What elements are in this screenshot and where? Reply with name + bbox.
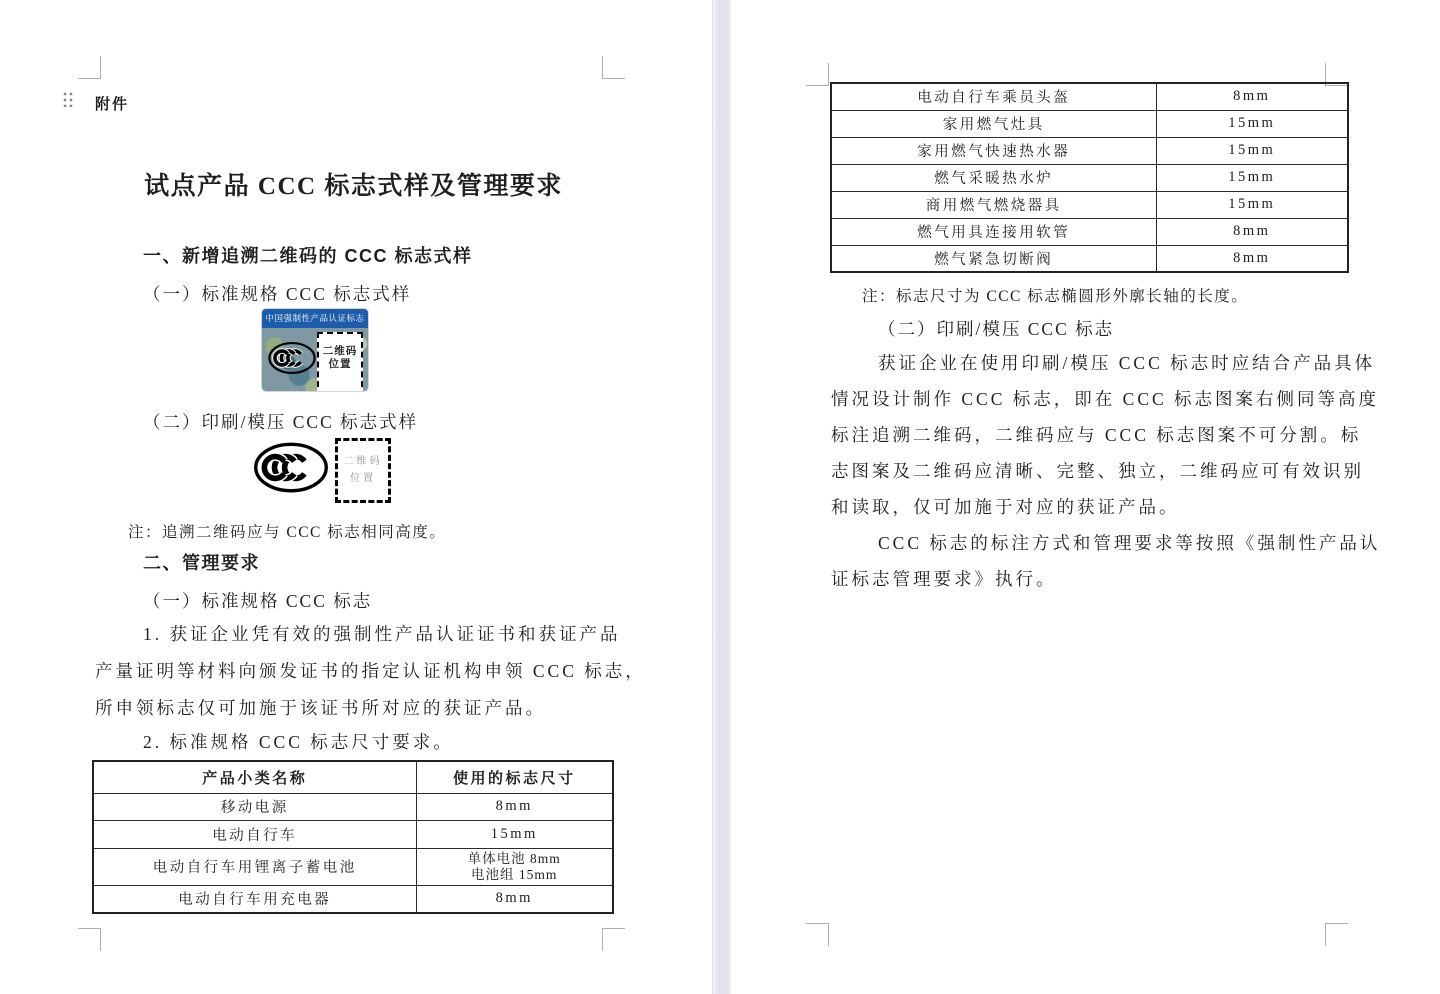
document-page-1 (0, 0, 712, 994)
ccc-logo-icon (252, 441, 330, 494)
size-cell: 15mm (1156, 137, 1348, 164)
document-page-2 (731, 0, 1440, 994)
product-name-cell: 燃气用具连接用软管 (831, 218, 1156, 245)
paragraph-line: 获证企业在使用印刷/模压 CCC 标志时应结合产品具体 (878, 353, 1376, 373)
qr-box-label: 位置 (328, 359, 352, 370)
paragraph-line: 所申领标志仅可加施于该证书所对应的获证产品。 (95, 698, 546, 718)
table-note: 注：标志尺寸为 CCC 标志椭圆形外廓长轴的长度。 (862, 288, 1249, 305)
table-row (93, 885, 613, 913)
qr-box-label: 二维码 (343, 456, 383, 467)
size-line: 电池组 15mm (471, 866, 558, 882)
table-row (93, 820, 613, 848)
table-row (93, 793, 613, 820)
table-row (831, 110, 1348, 137)
product-name-cell: 燃气采暖热水炉 (831, 164, 1156, 191)
section1-sub2-heading: （二）印刷/模压 CCC 标志式样 (143, 412, 419, 432)
size-table-page1 (92, 760, 614, 914)
margin-crop-mark (78, 928, 101, 951)
section2-sub1-heading: （一）标准规格 CCC 标志 (143, 591, 373, 611)
paragraph-line: 情况设计制作 CCC 标志，即在 CCC 标志图案右侧同等高度 (831, 389, 1380, 409)
table-row (831, 137, 1348, 164)
size-cell: 15mm (1156, 164, 1348, 191)
page-gap-divider (712, 0, 733, 994)
size-cell: 15mm (416, 820, 613, 848)
size-cell: 15mm (1156, 191, 1348, 218)
margin-crop-mark (78, 56, 101, 79)
document-title: 试点产品 CCC 标志式样及管理要求 (144, 173, 563, 200)
qr-code-placeholder-box (335, 438, 391, 503)
ccc-standard-badge-image (262, 309, 368, 391)
table-row (831, 245, 1348, 272)
product-name-cell: 家用燃气灶具 (831, 110, 1156, 137)
size-cell: 8mm (1156, 218, 1348, 245)
size-cell: 15mm (1156, 110, 1348, 137)
product-name-cell: 燃气紧急切断阀 (831, 245, 1156, 272)
table-row (93, 848, 613, 885)
paragraph-line: 证标志管理要求》执行。 (831, 569, 1057, 589)
badge-holographic-body (262, 328, 368, 391)
product-name-cell: 商用燃气燃烧器具 (831, 191, 1156, 218)
ccc-logo-icon (267, 341, 317, 375)
paragraph-line: 1. 获证企业凭有效的强制性产品认证证书和获证产品 (143, 624, 621, 644)
attachment-label: 附件 (95, 96, 130, 113)
table-row (831, 83, 1348, 110)
size-cell: 8mm (416, 793, 613, 820)
badge-header-text: 中国强制性产品认证标志 (262, 309, 368, 328)
section2-sub2-heading: （二）印刷/模压 CCC 标志 (878, 319, 1115, 339)
table-row (831, 191, 1348, 218)
size-table-page2 (830, 82, 1349, 273)
table-header-row (93, 761, 613, 793)
margin-crop-mark (806, 63, 829, 86)
product-name-cell: 移动电源 (93, 793, 416, 820)
item2-line: 2. 标准规格 CCC 标志尺寸要求。 (143, 732, 454, 752)
margin-crop-mark (1325, 923, 1348, 946)
product-name-cell: 电动自行车乘员头盔 (831, 83, 1156, 110)
paragraph-line: CCC 标志的标注方式和管理要求等按照《强制性产品认 (878, 533, 1381, 553)
size-cell: 8mm (1156, 245, 1348, 272)
product-name-cell: 电动自行车用锂离子蓄电池 (93, 848, 416, 885)
margin-crop-mark (602, 928, 625, 951)
qr-box-label: 位置 (350, 473, 376, 484)
column-header: 产品小类名称 (93, 761, 416, 793)
paragraph-line: 标注追溯二维码，二维码应与 CCC 标志图案不可分割。标 (831, 425, 1362, 445)
product-name-cell: 电动自行车 (93, 820, 416, 848)
qr-code-placeholder-box (317, 332, 363, 391)
paragraph-line: 和读取，仅可加施于对应的获证产品。 (831, 497, 1180, 517)
paragraph-drag-handle-icon[interactable] (62, 91, 73, 107)
qr-box-label: 二维码 (322, 346, 358, 357)
margin-crop-mark (602, 56, 625, 79)
product-name-cell: 电动自行车用充电器 (93, 885, 416, 913)
paragraph-line: 志图案及二维码应清晰、完整、独立，二维码应可有效识别 (831, 461, 1364, 481)
paragraph-line: 产量证明等材料向颁发证书的指定认证机构申领 CCC 标志， (95, 661, 646, 681)
column-header: 使用的标志尺寸 (416, 761, 613, 793)
table-row (831, 218, 1348, 245)
size-cell: 8mm (1156, 83, 1348, 110)
margin-crop-mark (806, 923, 829, 946)
section2-heading: 二、管理要求 (143, 553, 260, 573)
size-cell: 8mm (416, 885, 613, 913)
table-row (831, 164, 1348, 191)
size-cell (416, 848, 613, 885)
product-name-cell: 家用燃气快速热水器 (831, 137, 1156, 164)
section1-note: 注：追溯二维码应与 CCC 标志相同高度。 (128, 524, 447, 541)
section1-sub1-heading: （一）标准规格 CCC 标志式样 (143, 284, 412, 304)
size-line: 单体电池 8mm (467, 850, 561, 866)
section1-heading: 一、新增追溯二维码的 CCC 标志式样 (143, 246, 473, 266)
